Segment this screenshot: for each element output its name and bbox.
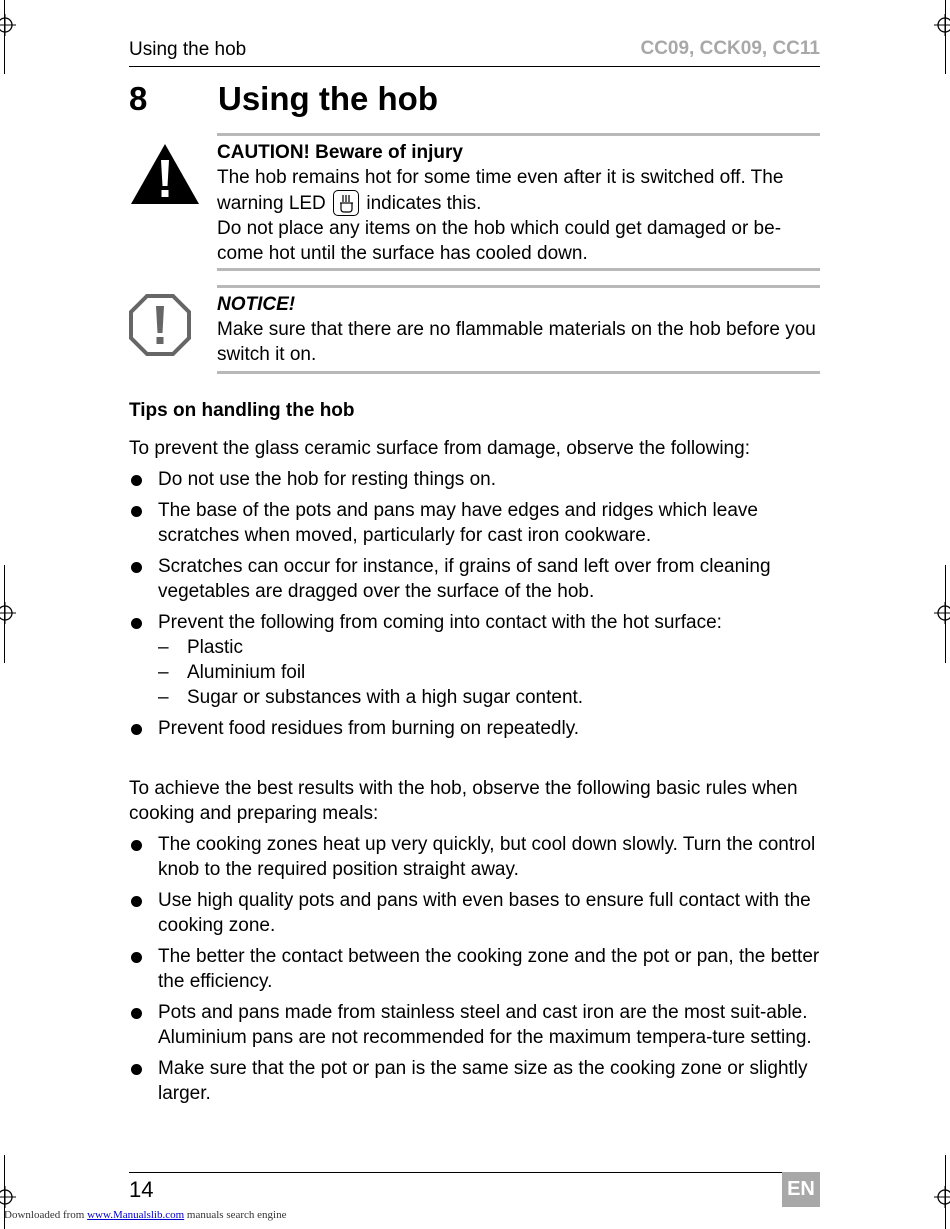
- bullet-icon: [131, 618, 142, 629]
- list-item-text: Do not use the hob for resting things on.: [158, 469, 496, 490]
- tips-list: [129, 467, 829, 747]
- list-item: [129, 498, 829, 548]
- list-item: [129, 554, 829, 604]
- list-item: [129, 1000, 829, 1050]
- notice-block: [217, 292, 823, 367]
- tips-heading: Tips on handling the hob: [129, 400, 355, 421]
- chapter-number: 8: [129, 80, 148, 117]
- dash-icon: –: [158, 687, 169, 708]
- caution-text-1-before: The hob remains hot for some time even after it is switched off. The warning LED: [217, 167, 784, 214]
- sub-list-item-text: Sugar or substances with a high sugar content.: [187, 687, 584, 708]
- list-item-text: Pots and pans made from stainless steel and cast iron are the most suit-able. Aluminium pans are not recommended for the maximum tempera-ture setting.: [158, 1002, 812, 1048]
- manualslib-link[interactable]: www.Manualslib.com: [87, 1209, 185, 1221]
- sub-list-item-text: Aluminium foil: [187, 662, 306, 683]
- registration-mark-icon: [0, 14, 16, 36]
- header-divider: [129, 66, 820, 67]
- caution-text-1: [217, 165, 823, 216]
- list-item: [129, 610, 829, 710]
- tips-intro: To prevent the glass ceramic surface from damage, observe the following:: [129, 438, 750, 459]
- notice-octagon-icon: [128, 293, 192, 362]
- bullet-icon: [131, 1008, 142, 1019]
- list-item-text: The better the contact between the cooking zone and the pot or pan, the better the efficiency.: [158, 946, 820, 992]
- chapter-title: Using the hob: [218, 80, 438, 117]
- bullet-icon: [131, 724, 142, 735]
- page-number: 14: [129, 1177, 154, 1202]
- crop-line: [945, 1155, 946, 1229]
- list-item: [129, 888, 829, 938]
- rules-intro: To achieve the best results with the hob, observe the following basic rules when cooking and preparing meals:: [129, 778, 798, 824]
- running-header-models: CC09, CCK09, CC11: [640, 38, 820, 59]
- registration-mark-icon: [0, 1186, 16, 1208]
- download-note: [4, 1209, 286, 1221]
- bullet-icon: [131, 896, 142, 907]
- bullet-icon: [131, 952, 142, 963]
- sub-list-item: [158, 685, 829, 710]
- caution-bottom-rule: [217, 268, 820, 271]
- crop-line: [945, 0, 946, 74]
- list-item: [129, 832, 829, 882]
- list-item: [129, 467, 829, 492]
- sub-list-item: [158, 660, 829, 685]
- notice-top-rule: [217, 285, 820, 288]
- caution-title: CAUTION! Beware of injury: [217, 142, 463, 163]
- language-badge: EN: [782, 1172, 820, 1207]
- caution-text-1-after: indicates this.: [366, 193, 482, 214]
- warning-triangle-icon: [129, 142, 201, 211]
- list-item: [129, 1056, 829, 1106]
- notice-title: NOTICE!: [217, 294, 296, 315]
- list-item: [129, 944, 829, 994]
- rules-list: [129, 832, 829, 1112]
- dash-icon: –: [158, 662, 169, 683]
- crop-line: [4, 0, 5, 74]
- sub-list-item: [158, 635, 829, 660]
- notice-text: Make sure that there are no flammable materials on the hob before you switch it on.: [217, 319, 816, 365]
- registration-mark-icon: [934, 602, 950, 624]
- crop-line: [945, 565, 946, 663]
- footer-divider: [129, 1172, 820, 1173]
- list-item-text: Scratches can occur for instance, if grains of sand left over from cleaning vegetables are dragged over the surface of the hob.: [158, 556, 771, 602]
- caution-top-rule: [217, 133, 820, 136]
- bullet-icon: [131, 475, 142, 486]
- bullet-icon: [131, 506, 142, 517]
- list-item: [129, 716, 829, 741]
- residual-heat-icon: [333, 190, 359, 216]
- bullet-icon: [131, 840, 142, 851]
- list-item-text: Make sure that the pot or pan is the same size as the cooking zone or slightly larger.: [158, 1058, 808, 1104]
- list-item-text: Prevent the following from coming into contact with the hot surface:: [158, 612, 722, 633]
- bullet-icon: [131, 1064, 142, 1075]
- list-item-text: The base of the pots and pans may have edges and ridges which leave scratches when moved, particularly for cast iron cookware.: [158, 500, 758, 546]
- download-note-suffix: manuals search engine: [186, 1209, 287, 1221]
- running-header-section: Using the hob: [129, 39, 247, 60]
- list-item-text: Use high quality pots and pans with even bases to ensure full contact with the cooking zone.: [158, 890, 811, 936]
- caution-text-2: Do not place any items on the hob which could get damaged or be-come hot until the surface has cooled down.: [217, 218, 782, 264]
- list-item-text: The cooking zones heat up very quickly, but cool down slowly. Turn the control knob to the required position straight away.: [158, 834, 816, 880]
- registration-mark-icon: [934, 1186, 950, 1208]
- bullet-icon: [131, 562, 142, 573]
- registration-mark-icon: [934, 14, 950, 36]
- registration-mark-icon: [0, 602, 16, 624]
- list-item-text: Prevent food residues from burning on repeatedly.: [158, 718, 580, 739]
- crop-line: [4, 565, 5, 663]
- sub-list-item-text: Plastic: [187, 637, 243, 658]
- download-note-prefix: Downloaded from: [4, 1209, 85, 1221]
- notice-bottom-rule: [217, 371, 820, 374]
- dash-icon: –: [158, 637, 169, 658]
- caution-block: [217, 140, 823, 266]
